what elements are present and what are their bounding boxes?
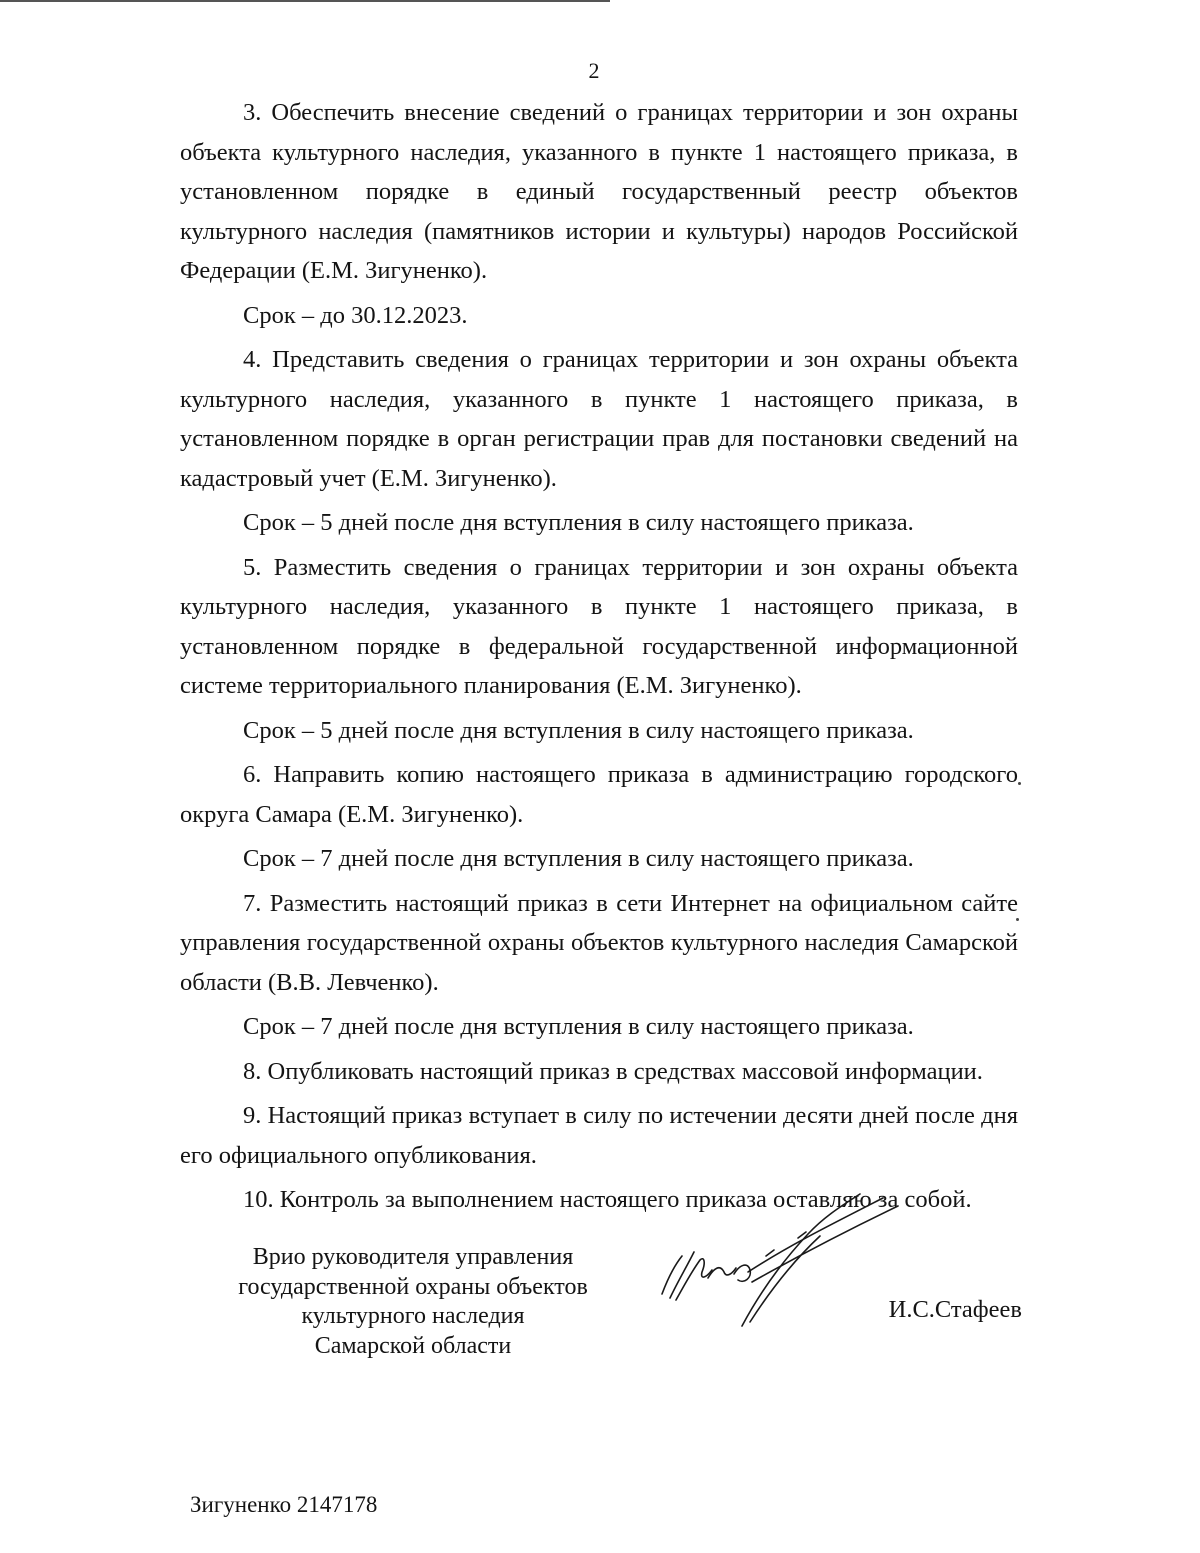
paragraph-item-4: 4. Представить сведения о границах территории и зон охраны объекта культурного наследия, указанного в пункте 1 настоящего приказа, в установленном порядке в орган регистрации прав для постановки сведений на кадастровый учет (Е.М. Зигуненко).: [180, 346, 1018, 492]
deadline-item-3: Срок – до 30.12.2023.: [243, 301, 468, 329]
scan-speck: [1016, 918, 1019, 921]
position-line: Самарской области: [314, 1332, 512, 1359]
executor-note: Зигуненко 2147178: [190, 1492, 378, 1517]
deadline-item-7: Срок – 7 дней после дня вступления в силу настоящего приказа.: [243, 1013, 914, 1040]
paragraph-item-3: 3. Обеспечить внесение сведений о границах территории и зон охраны объекта культурного наследия, указанного в пункте 1 настоящего приказа, в установленном порядке в единый государственный реестр объектов культурного наследия (памятников истории и культуры) народов Российской Федерации (Е.М. Зигуненко).: [180, 99, 1018, 284]
deadline-item-6: Срок – 7 дней после дня вступления в силу настоящего приказа.: [243, 845, 914, 872]
paragraph-item-7: 7. Разместить настоящий приказ в сети Интернет на официальном сайте управления государственной охраны объектов культурного наследия Самарской области (В.В. Левченко).: [180, 889, 1018, 996]
position-line: Врио руководителя управления: [252, 1244, 574, 1270]
signatory-position: [208, 1243, 618, 1361]
deadline-item-5: Срок – 5 дней после дня вступления в силу настоящего приказа.: [243, 716, 914, 744]
paragraph-item-10: 10. Контроль за выполнением настоящего приказа оставляю за собой.: [243, 1186, 972, 1213]
scan-speck: [1018, 782, 1021, 785]
page-number: 2: [588, 58, 600, 83]
top-border-line: [0, 0, 610, 2]
paragraph-item-6: 6. Направить копию настоящего приказа в администрацию городского округа Самара (Е.М. Зигуненко).: [180, 761, 1018, 828]
signatory-name: И.С.Стафеев: [888, 1296, 1022, 1323]
paragraph-item-8: 8. Опубликовать настоящий приказ в средствах массовой информации.: [243, 1057, 983, 1085]
paragraph-item-9: 9. Настоящий приказ вступает в силу по истечении десяти дней после дня его официального опубликования.: [180, 1102, 1018, 1169]
handwritten-signature: [648, 1186, 908, 1336]
paragraph-item-5: 5. Разместить сведения о границах территории и зон охраны объекта культурного наследия, указанного в пункте 1 настоящего приказа, в установленном порядке в федеральной государственной информационной системе территориального планирования (Е.М. Зигуненко).: [180, 553, 1018, 699]
document-body: [180, 93, 1018, 1225]
position-line: культурного наследия: [301, 1303, 525, 1329]
deadline-item-4: Срок – 5 дней после дня вступления в силу настоящего приказа.: [243, 509, 914, 536]
position-line: государственной охраны объектов: [238, 1273, 588, 1300]
